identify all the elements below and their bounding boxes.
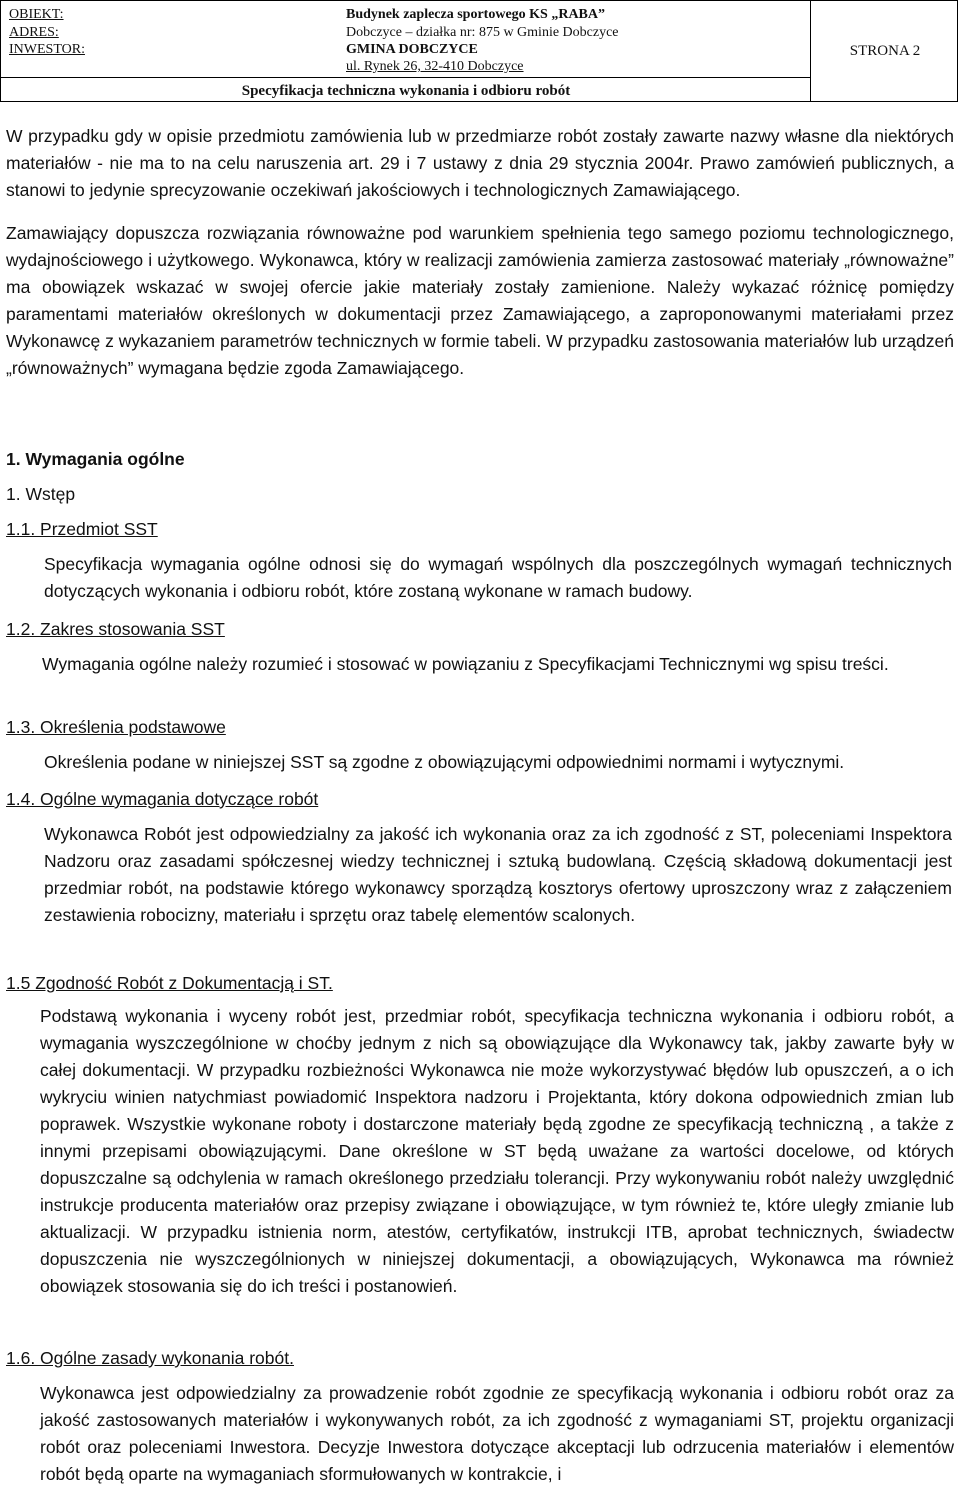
intro-paragraph-2: Zamawiający dopuszcza rozwiązania równoważne pod warunkiem spełnienia tego samego poziomu technologicznego, wydajnościowego i użytkowego. Wykonawca, który w realizacji zamówienia zamierza zastosować materiały „równoważne” ma obowiązek wskazać w swojej ofercie jakie materiały zostały zamienione. Należy wykazać różnicę pomiędzy paramentami materiałów określonych w dokumentacji przez Zamawiającego, a zaproponowanymi materiałami przez Wykonawcę z wykazaniem parametrów technicznych w formie tabeli. W przypadku zastosowania materiałów lub urządzeń „równoważnych” wymagana będzie zgoda Zamawiającego. — [6, 223, 954, 378]
section-1-6-title: 1.6. Ogólne zasady wykonania robót. — [6, 1348, 294, 1368]
section-1-1-text: Specyfikacja wymagania ogólne odnosi się do wymagań wspólnych dla poszczególnych wymagań technicznych dotyczących wykonania i odbioru robót, które zostaną wykonane w ramach budowy. — [44, 554, 952, 601]
section-1-2-text: Wymagania ogólne należy rozumieć i stosować w powiązaniu z Specyfikacjami Technicznymi wg spisu treści. — [42, 654, 889, 674]
section-1-5-title: 1.5 Zgodność Robót z Dokumentacją i ST. — [6, 973, 333, 993]
header-key: INWESTOR: — [9, 42, 85, 57]
header-value: ul. Rynek 26, 32-410 Dobczyce — [346, 59, 524, 74]
header-value: GMINA DOBCZYCE — [346, 42, 478, 57]
section-1-4-title: 1.4. Ogólne wymagania dotyczące robót — [6, 789, 319, 809]
page-number: STRONA 2 — [849, 42, 921, 59]
section-1-6-text: Wykonawca jest odpowiedzialny za prowadzenie robót zgodnie ze specyfikacją wykonania i odbioru robót oraz za jakość zastosowanych materiałów i wykonywanych robót, za ich zgodność z wymaganiami ST, projektu organizacji robót oraz poleceniami Inwestora. Decyzje Inwestora dotyczące akceptacji lub odrzucenia materiałów i elementów robót będą oparte na wymaganiach sformułowanych w kontrakcie, i — [40, 1383, 954, 1484]
heading-general-requirements: 1. Wymagania ogólne — [6, 449, 185, 469]
section-1-5-text: Podstawą wykonania i wyceny robót jest, przedmiar robót, specyfikacja techniczna wykonania i odbioru robót, a wymagania wyszczególnione w choćby jednym z nich są obowiązujące dla Wykonawcy tak, jakby zawarte były w całej dokumentacji. W przypadku rozbieżności Wykonawca nie może wykorzystywać błędów lub opuszczeń, a o ich wykryciu winien natychmiast powiadomić Inspektora nadzoru i Projektanta, który dokona odpowiednich zmian lub poprawek. Wszystkie wykonane roboty i dostarczone materiały będą zgodne ze specyfikacją techniczną , a także z innymi przepisami obowiązującymi. Dane określone w ST będą uważane za wartości docelowe, od których dopuszczalne są odchylenia w ramach określonego przedziału tolerancji. Przy wykonywaniu robót należy uwzględnić instrukcje producenta materiałów oraz przepisy związane i obowiązujące, w tym również te, które uległy zmianie lub aktualizacji. W przypadku istnienia norm, atestów, certyfikatów, instrukcji ITB, aprobat technicznych, świadectw dopuszczenia nie wyszczególnionych w niniejszej dokumentacji, a obowiązujących, Wykonawca ma również obowiązek stosowania się do ich treści i postanowień. — [40, 1006, 954, 1296]
heading-introduction: 1. Wstęp — [6, 484, 76, 504]
section-1-3-text: Określenia podane w niniejszej SST są zgodne z obowiązującymi odpowiednimi normami i wytycznymi. — [44, 752, 845, 772]
intro-paragraph-1: W przypadku gdy w opisie przedmiotu zamówienia lub w przedmiarze robót zostały zawarte nazwy własne dla niektórych materiałów - nie ma to na celu naruszenia art. 29 i 7 ustawy z dnia 29 stycznia 2004r. Prawo zamówień publicznych, a stanowi to jedynie sprecyzowanie oczekiwań jakościowych i technologicznych Zamawiającego. — [6, 126, 954, 200]
section-1-3-title: 1.3. Określenia podstawowe — [6, 717, 226, 737]
section-1-1-title: 1.1. Przedmiot SST — [6, 519, 158, 539]
spec-title: Specyfikacja techniczna wykonania i odbioru robót — [241, 83, 571, 99]
header-info — [1, 1, 811, 101]
document-header — [0, 0, 958, 102]
header-value: Budynek zaplecza sportowego KS „RABA” — [346, 7, 606, 22]
header-key: ADRES: — [9, 25, 59, 40]
header-key: OBIEKT: — [9, 7, 64, 22]
header-divider — [1, 77, 811, 78]
section-1-4-text: Wykonawca Robót jest odpowiedzialny za jakość ich wykonania oraz za ich zgodność z ST, poleceniami Inspektora Nadzoru oraz zasadami spółczesnej wiedzy technicznej i sztuką budowlaną. Częścią składową dokumentacji jest przedmiar robót, na podstawie którego wykonawcy sporządzą kosztorys ofertowy uproszczony wraz z załączeniem zestawienia robocizny, materiału i sprzętu oraz tabelę elementów scalonych. — [44, 824, 952, 925]
header-value: Dobczyce – działka nr: 875 w Gminie Dobczyce — [346, 25, 619, 40]
section-1-2-title: 1.2. Zakres stosowania SST — [6, 619, 225, 639]
